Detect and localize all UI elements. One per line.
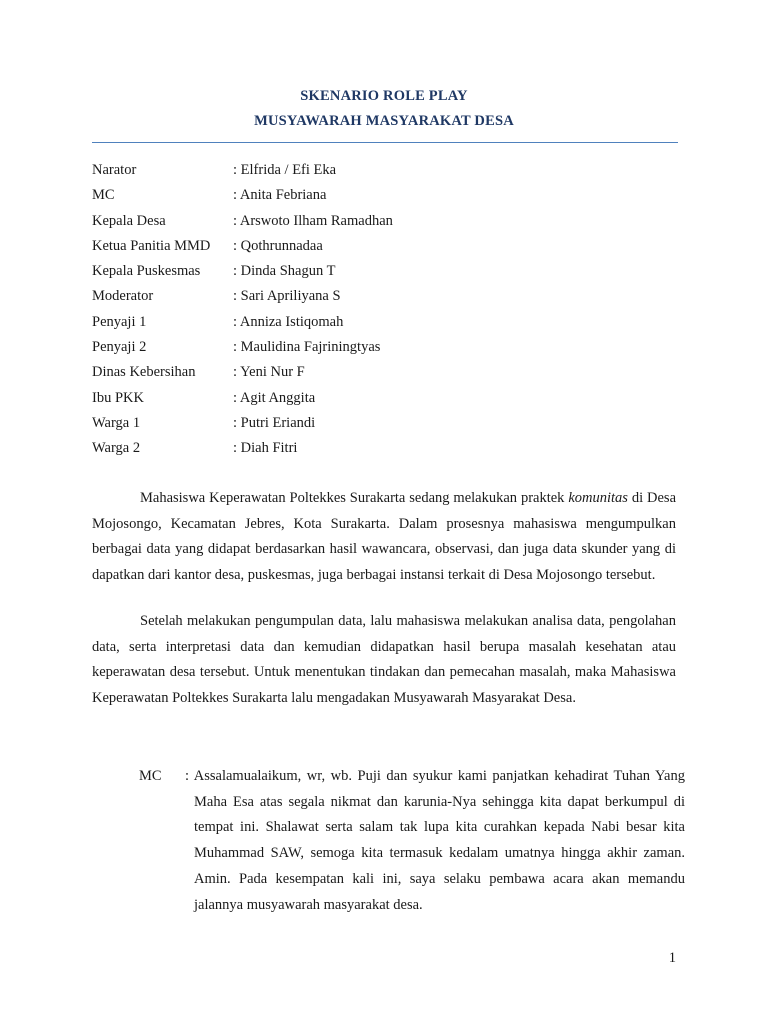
page-number: 1 bbox=[668, 950, 676, 966]
cast-list bbox=[92, 160, 678, 464]
cast-row bbox=[92, 236, 678, 261]
title-divider bbox=[92, 142, 678, 143]
dialog-speech: : Assalamualaikum, wr, wb. Puji dan syukur kami panjatkan kehadirat Tuhan Yang Maha Esa atas segala nikmat dan karunia-Nya sehingga kita dapat berkumpul di tempat ini. Shalawat serta salam tak lupa kita curahkan kepada Nabi besar kita Muhammad SAW, semoga kita termasuk kedalam umatnya hingga akhir zaman. Amin. Pada kesempatan kali ini, saya selaku pembawa acara akan memandu jalannya musyawarah masyarakat desa. bbox=[185, 768, 685, 913]
cast-name: : Putri Eriandi bbox=[233, 414, 316, 431]
cast-name: : Anita Febriana bbox=[233, 187, 327, 204]
cast-row bbox=[92, 160, 678, 185]
cast-row bbox=[92, 261, 678, 286]
cast-name: : Dinda Shagun T bbox=[233, 263, 336, 280]
analysis-paragraph: Setelah melakukan pengumpulan data, lalu mahasiswa melakukan analisa data, pengolahan data, serta interpretasi data dan kemudian didapatkan hasil berupa masalah kesehatan atau keperawatan desa tersebut. Untuk menentukan tindakan dan pemecahan masalah, maka Mahasiswa Keperawatan Poltekkes Surakarta lalu mengadakan Musyawarah Masyarakat Desa. bbox=[92, 613, 676, 707]
cast-name: : Agit Anggita bbox=[233, 389, 316, 406]
cast-row bbox=[92, 286, 678, 311]
cast-row bbox=[92, 312, 678, 337]
cast-name: : Diah Fitri bbox=[233, 440, 298, 457]
cast-role: Penyaji 2 bbox=[92, 339, 147, 356]
cast-role: MC bbox=[92, 187, 115, 204]
intro-text-start: Mahasiswa Keperawatan Poltekkes Surakarta sedang melakukan praktek bbox=[140, 490, 569, 506]
dialog-speaker: MC bbox=[139, 768, 162, 784]
cast-role: Ketua Panitia MMD bbox=[92, 237, 211, 254]
cast-role: Kepala Desa bbox=[92, 212, 166, 229]
cast-name: : Sari Apriliyana S bbox=[233, 288, 341, 305]
cast-name: : Elfrida / Efi Eka bbox=[233, 162, 337, 178]
cast-name: : Qothrunnadaa bbox=[233, 237, 323, 254]
cast-name: : Yeni Nur F bbox=[233, 364, 305, 381]
cast-name: : Anniza Istiqomah bbox=[233, 313, 344, 330]
cast-role: Kepala Puskesmas bbox=[92, 263, 201, 280]
cast-role: Warga 1 bbox=[92, 414, 141, 431]
cast-row bbox=[92, 337, 678, 362]
document-subtitle: MUSYAWARAH MASYARAKAT DESA bbox=[254, 113, 514, 129]
cast-role: Warga 2 bbox=[92, 440, 141, 457]
document-title: SKENARIO ROLE PLAY bbox=[300, 88, 468, 104]
cast-row bbox=[92, 438, 678, 463]
cast-row bbox=[92, 388, 678, 413]
intro-paragraph bbox=[92, 486, 676, 589]
cast-row bbox=[92, 413, 678, 438]
intro-emphasis: komunitas bbox=[568, 490, 628, 506]
cast-row bbox=[92, 362, 678, 387]
cast-role: Narator bbox=[92, 162, 137, 178]
cast-role: Penyaji 1 bbox=[92, 313, 147, 330]
cast-role: Ibu PKK bbox=[92, 389, 144, 406]
cast-row bbox=[92, 211, 678, 236]
cast-name: : Arswoto Ilham Ramadhan bbox=[233, 212, 393, 229]
cast-role: Dinas Kebersihan bbox=[92, 364, 196, 381]
cast-row bbox=[92, 185, 678, 210]
cast-name: : Maulidina Fajriningtyas bbox=[233, 339, 381, 356]
intro-text-end: di Desa Mojosongo, Kecamatan Jebres, Kota Surakarta. Dalam prosesnya mahasiswa mengumpulkan berbagai data yang didapat berdasarkan hasil wawancara, observasi, dan juga data skunder yang di dapatkan dari kantor desa, puskesmas, juga berbagai instansi terkait di Desa Mojosongo tersebut. bbox=[92, 490, 677, 584]
cast-role: Moderator bbox=[92, 288, 154, 305]
